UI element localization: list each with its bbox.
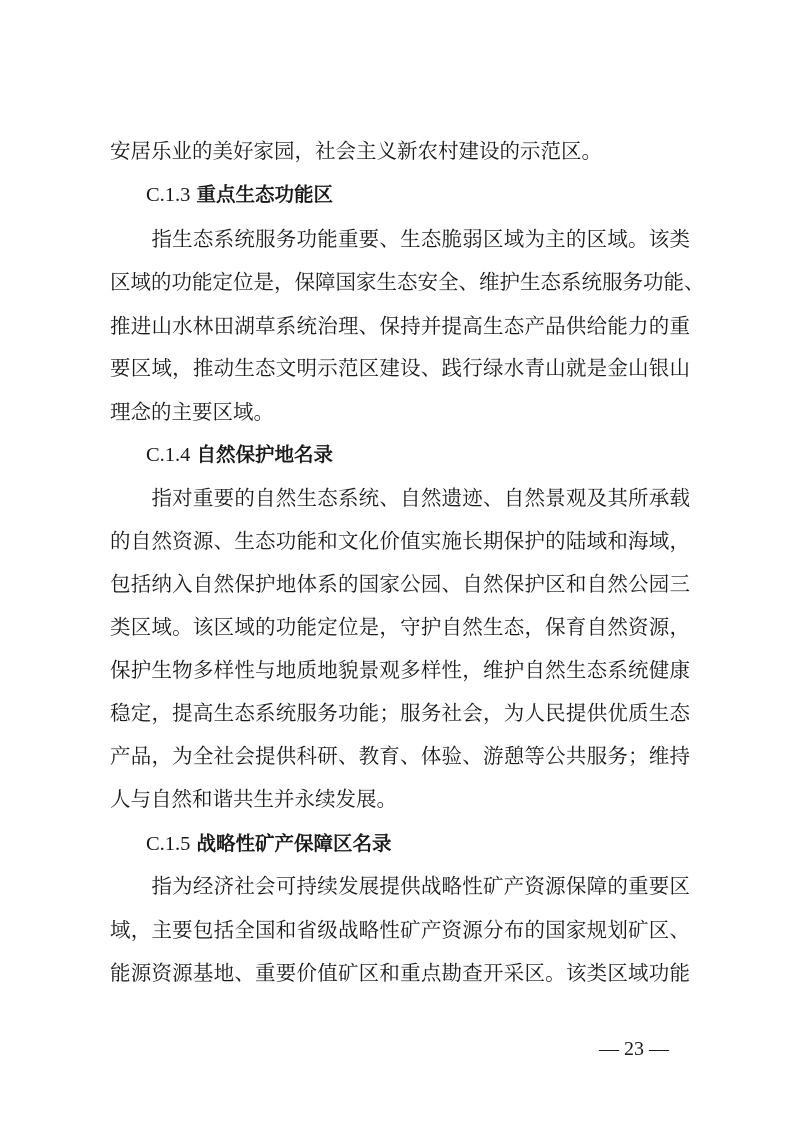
paragraph-line: 要区域，推动生态文明示范区建设、践行绿水青山就是金山银山 — [110, 356, 690, 380]
section-number: C.1.5 — [146, 833, 191, 855]
paragraph-line: 指对重要的自然生态系统、自然遗迹、自然景观及其所承载 — [110, 486, 690, 510]
paragraph-line: 类区域。该区域的功能定位是，守护自然生态，保育自然资源， — [110, 615, 690, 639]
paragraph-line: 人与自然和谐共生并永续发展。 — [110, 787, 397, 811]
section-number: C.1.3 — [146, 184, 191, 206]
section-title: 战略性矿产保障区名录 — [196, 832, 392, 855]
paragraph-line: 的自然资源、生态功能和文化价值实施长期保护的陆域和海域， — [110, 529, 690, 553]
paragraph-line: 保护生物多样性与地质地貌景观多样性，维护自然生态系统健康 — [110, 658, 690, 682]
paragraph-line: 推进山水林田湖草系统治理、保持并提高生态产品供给能力的重 — [110, 314, 690, 338]
paragraph-line: 域，主要包括全国和省级战略性矿产资源分布的国家规划矿区、 — [110, 918, 690, 942]
paragraph-line: 能源资源基地、重要价值矿区和重点勘查开采区。该类区域功能 — [110, 961, 690, 985]
section-heading-c13 — [146, 180, 333, 209]
paragraph-line: 区域的功能定位是，保障国家生态安全、维护生态系统服务功能、 — [110, 270, 705, 294]
section-number: C.1.4 — [146, 444, 191, 466]
paragraph-line: 包括纳入自然保护地体系的国家公园、自然保护区和自然公园三 — [110, 572, 690, 596]
paragraph-line: 理念的主要区域。 — [110, 400, 274, 424]
section-heading-c14 — [146, 440, 333, 469]
section-title: 重点生态功能区 — [196, 183, 333, 206]
section-title: 自然保护地名录 — [196, 443, 333, 466]
page-number: — 23 — — [599, 1038, 669, 1060]
paragraph-line: 产品，为全社会提供科研、教育、体验、游憩等公共服务；维持 — [110, 744, 690, 768]
paragraph-line: 指生态系统服务功能重要、生态脆弱区域为主的区域。该类 — [110, 227, 690, 251]
paragraph-line: 稳定，提高生态系统服务功能；服务社会，为人民提供优质生态 — [110, 701, 690, 725]
paragraph-line: 指为经济社会可持续发展提供战略性矿产资源保障的重要区 — [110, 874, 690, 898]
paragraph-line: 安居乐业的美好家园，社会主义新农村建设的示范区。 — [110, 139, 602, 163]
section-heading-c15 — [146, 829, 391, 858]
